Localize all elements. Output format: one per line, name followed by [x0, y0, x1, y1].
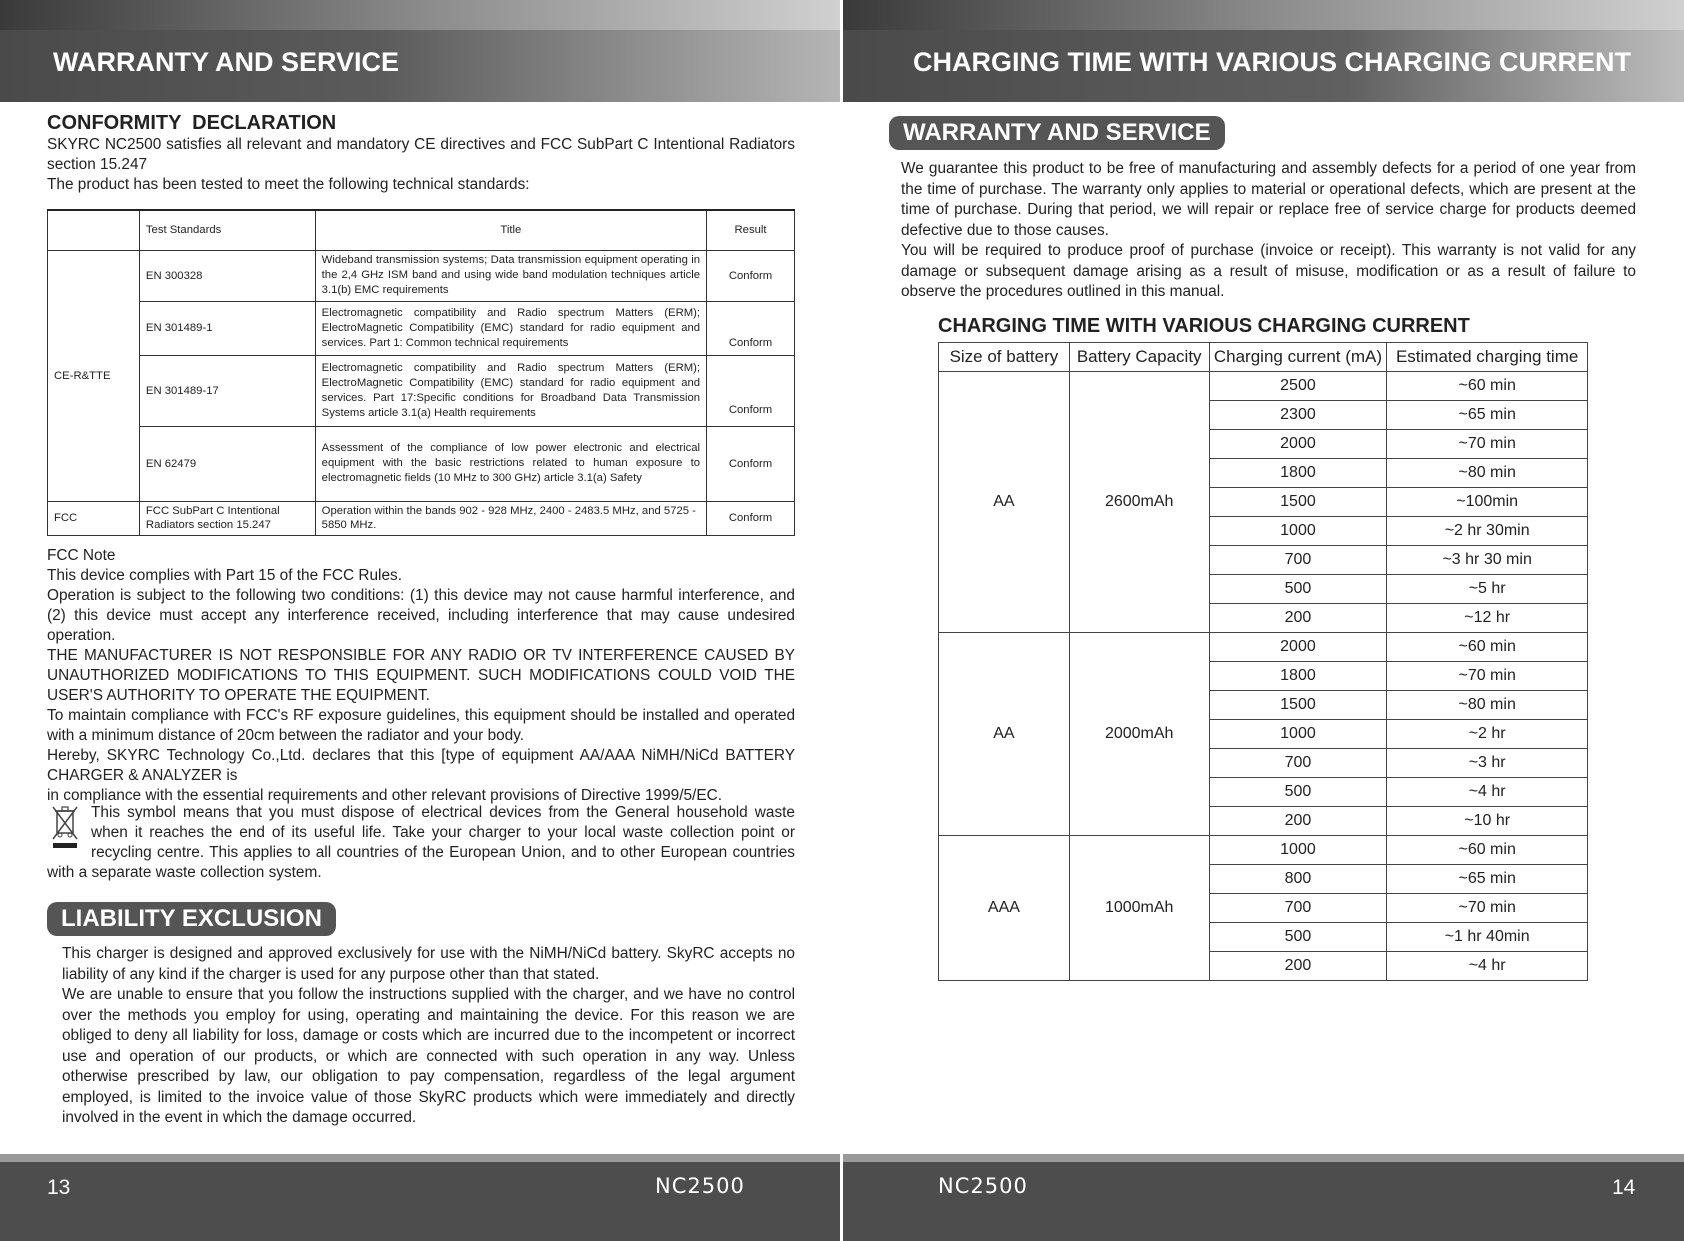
fcc-note-line: This device complies with Part 15 of the FCC Rules. — [47, 567, 402, 584]
charging-time-cell: ~65 min — [1387, 401, 1588, 430]
fcc-note-line: Operation is subject to the following two conditions: (1) this device may not cause harmful interference, and (2) this device must accept any interference received, including interference that may cause undesired operation. — [47, 587, 795, 644]
table-row — [939, 372, 1588, 401]
liability-para-1: This charger is designed and approved exclusively for use with the NiMH/NiCd battery. SkyRC accepts no liability of any kind if the charger is used for any purpose other than that stated. — [62, 945, 795, 983]
charging-time-cell: ~4 hr — [1387, 778, 1588, 807]
table-row — [939, 836, 1588, 865]
charging-time-cell: ~5 hr — [1387, 575, 1588, 604]
charging-time-cell: ~60 min — [1387, 836, 1588, 865]
battery-capacity-cell: 2600mAh — [1069, 372, 1209, 633]
charging-current-cell: 1500 — [1209, 488, 1387, 517]
weee-bin-icon — [47, 803, 89, 855]
standard-title: Wideband transmission systems; Data transmission equipment operating in the 2,4 GHz ISM band and using wide band modulation techniques article 3.1(b) EMC requirements — [315, 250, 706, 301]
conformity-para-2: The product has been tested to meet the following technical standards: — [47, 176, 530, 193]
charging-time-cell: ~60 min — [1387, 633, 1588, 662]
charging-current-cell: 800 — [1209, 865, 1387, 894]
charging-table — [938, 342, 1588, 981]
table-row — [48, 250, 795, 301]
charging-header-row — [939, 343, 1588, 372]
weee-text: This symbol means that you must dispose of electrical devices from the General household waste when it reaches the end of its useful life. Take your charger to your local waste collection point or recycling centre. This applies to all countries of the European Union, and to other European countries with a separate waste collection system. — [47, 804, 795, 881]
charging-time-cell: ~3 hr 30 min — [1387, 546, 1588, 575]
standard-code: EN 301489-1 — [139, 301, 315, 355]
liability-section — [62, 944, 795, 1129]
standard-result: Conform — [707, 301, 795, 355]
charging-current-cell: 1800 — [1209, 662, 1387, 691]
conformity-section — [47, 112, 795, 195]
charging-time-cell: ~4 hr — [1387, 952, 1588, 981]
battery-capacity-cell: 1000mAh — [1069, 836, 1209, 981]
fcc-note-line: To maintain compliance with FCC's RF exposure guidelines, this equipment should be installed and operated with a minimum distance of 20cm between the radiator and your body. — [47, 707, 795, 744]
left-footer-logo: NC2500 — [655, 1174, 745, 1198]
standard-result: Conform — [707, 355, 795, 426]
charging-time-cell: ~100min — [1387, 488, 1588, 517]
table-row — [48, 501, 795, 535]
fcc-note-heading: FCC Note — [47, 547, 116, 564]
charging-header-cell: Estimated charging time — [1387, 343, 1588, 372]
warranty-para-1: We guarantee this product to be free of manufacturing and assembly defects for a period of one year from the time of purchase. The warranty only applies to material or operational defects, which are present at the time of purchase. During that period, we will repair or replace free of service charge for products deemed defective due to those causes. — [901, 160, 1636, 239]
charging-current-cell: 200 — [1209, 807, 1387, 836]
right-footer-logo: NC2500 — [938, 1174, 1028, 1198]
charging-time-cell: ~65 min — [1387, 865, 1588, 894]
standard-code: EN 301489-17 — [139, 355, 315, 426]
charging-current-cell: 2000 — [1209, 633, 1387, 662]
standard-result: Conform — [707, 250, 795, 301]
charging-time-cell: ~60 min — [1387, 372, 1588, 401]
standards-header-blank — [48, 210, 140, 250]
standard-title: Assessment of the compliance of low power electronic and electrical equipment with the basic restrictions related to human exposure to electromagnetic fields (10 MHz to 300 GHz) article 3.1(a) Safety — [315, 426, 706, 501]
weee-section — [47, 803, 795, 883]
charging-time-cell: ~12 hr — [1387, 604, 1588, 633]
warranty-section — [901, 159, 1636, 303]
battery-size-cell: AA — [939, 633, 1070, 836]
standards-header-standard: Test Standards — [139, 210, 315, 250]
charging-time-cell: ~80 min — [1387, 459, 1588, 488]
warranty-heading: WARRANTY AND SERVICE — [889, 116, 1225, 150]
liability-heading: LIABILITY EXCLUSION — [47, 902, 336, 936]
charging-header-cell: Size of battery — [939, 343, 1070, 372]
standards-table — [47, 209, 795, 536]
table-row — [48, 355, 795, 426]
table-row — [48, 426, 795, 501]
standard-result: Conform — [707, 501, 795, 535]
standards-group-ce: CE-R&TTE — [48, 250, 140, 501]
standard-title: Electromagnetic compatibility and Radio spectrum Matters (ERM); ElectroMagnetic Compatibility (EMC) standard for radio equipment and services. Part 1: Common technical requirements — [315, 301, 706, 355]
table-row — [939, 633, 1588, 662]
left-header-topline — [0, 0, 840, 30]
warranty-para-2: You will be required to produce proof of purchase (invoice or receipt). This warranty is not valid for any damage or subsequent damage arising as a result of misuse, modification or as a result of failure to observe the procedures outlined in this manual. — [901, 242, 1636, 300]
standards-group-fcc: FCC — [48, 501, 140, 535]
standards-header-result: Result — [707, 210, 795, 250]
charging-time-cell: ~2 hr 30min — [1387, 517, 1588, 546]
fcc-note-line: THE MANUFACTURER IS NOT RESPONSIBLE FOR ANY RADIO OR TV INTERFERENCE CAUSED BY UNAUTHORIZED MODIFICATIONS TO THIS EQUIPMENT. SUCH MODIFICATIONS COULD VOID THE USER'S AUTHORITY TO OPERATE THE EQUIPMENT. — [47, 647, 795, 704]
charging-current-cell: 1000 — [1209, 720, 1387, 749]
charging-current-cell: 1500 — [1209, 691, 1387, 720]
battery-capacity-cell: 2000mAh — [1069, 633, 1209, 836]
fcc-note-line: Hereby, SKYRC Technology Co.,Ltd. declares that this [type of equipment AA/AAA NiMH/NiCd BATTERY CHARGER & ANALYZER is — [47, 747, 795, 784]
standard-result: Conform — [707, 426, 795, 501]
charging-header-cell: Battery Capacity — [1069, 343, 1209, 372]
fcc-note-section — [47, 546, 795, 806]
battery-size-cell: AAA — [939, 836, 1070, 981]
right-page-number: 14 — [1612, 1176, 1636, 1199]
charging-current-cell: 500 — [1209, 575, 1387, 604]
conformity-para-1: SKYRC NC2500 satisfies all relevant and mandatory CE directives and FCC SubPart C Intentional Radiators section 15.247 — [47, 136, 795, 173]
charging-current-cell: 700 — [1209, 749, 1387, 778]
charging-current-cell: 1000 — [1209, 517, 1387, 546]
charging-time-cell: ~2 hr — [1387, 720, 1588, 749]
charging-current-cell: 700 — [1209, 894, 1387, 923]
standard-title: Operation within the bands 902 - 928 MHz, 2400 - 2483.5 MHz, and 5725 - 5850 MHz. — [315, 501, 706, 535]
charging-heading: CHARGING TIME WITH VARIOUS CHARGING CURRENT — [938, 315, 1470, 337]
right-page-header — [843, 30, 1684, 102]
right-page-title: CHARGING TIME WITH VARIOUS CHARGING CURRENT — [913, 47, 1631, 77]
charging-current-cell: 2300 — [1209, 401, 1387, 430]
charging-current-cell: 200 — [1209, 952, 1387, 981]
charging-current-cell: 500 — [1209, 923, 1387, 952]
conformity-heading: CONFORMITY DECLARATION — [47, 112, 337, 134]
charging-time-cell: ~1 hr 40min — [1387, 923, 1588, 952]
charging-time-cell: ~3 hr — [1387, 749, 1588, 778]
charging-current-cell: 700 — [1209, 546, 1387, 575]
charging-current-cell: 2000 — [1209, 430, 1387, 459]
liability-para-2: We are unable to ensure that you follow the instructions supplied with the charger, and we have no control over the methods you employ for using, operating and maintaining the device. For this reason we are obliged to deny all liability for loss, damage or costs which are incurred due to the incompetent or incorrect use and operation of our products, or which are connected with such operation in any way. Unless otherwise prescribed by law, our obligation to pay compensation, regardless of the legal argument employed, is limited to the invoice value of those SkyRC products which were immediately and directly involved in the event in which the damage occurred. — [62, 986, 795, 1126]
battery-size-cell: AA — [939, 372, 1070, 633]
charging-current-cell: 500 — [1209, 778, 1387, 807]
standard-code: EN 300328 — [139, 250, 315, 301]
right-footer-bar — [843, 1154, 1684, 1162]
table-row — [48, 301, 795, 355]
charging-time-cell: ~80 min — [1387, 691, 1588, 720]
charging-time-cell: ~10 hr — [1387, 807, 1588, 836]
standard-title: Electromagnetic compatibility and Radio spectrum Matters (ERM); ElectroMagnetic Compatibility (EMC) standard for radio equipment and services. Part 17:Specific conditions for Broadband Data Transmission Systems article 3.1(a) Health requirements — [315, 355, 706, 426]
right-header-topline — [843, 0, 1684, 30]
standard-code: EN 62479 — [139, 426, 315, 501]
standards-header-title: Title — [315, 210, 706, 250]
standards-header-row — [48, 210, 795, 250]
charging-current-cell: 2500 — [1209, 372, 1387, 401]
left-footer-bar — [0, 1154, 840, 1162]
charging-time-cell: ~70 min — [1387, 894, 1588, 923]
fcc-note-line: in compliance with the essential requirements and other relevant provisions of Directive 1999/5/EC. — [47, 787, 722, 804]
charging-current-cell: 1000 — [1209, 836, 1387, 865]
charging-current-cell: 200 — [1209, 604, 1387, 633]
left-page-number: 13 — [47, 1176, 71, 1199]
charging-time-cell: ~70 min — [1387, 430, 1588, 459]
left-page-title: WARRANTY AND SERVICE — [53, 47, 400, 77]
left-page-header — [0, 30, 840, 102]
charging-current-cell: 1800 — [1209, 459, 1387, 488]
charging-header-cell: Charging current (mA) — [1209, 343, 1387, 372]
standard-code: FCC SubPart C Intentional Radiators section 15.247 — [139, 501, 315, 535]
charging-time-cell: ~70 min — [1387, 662, 1588, 691]
